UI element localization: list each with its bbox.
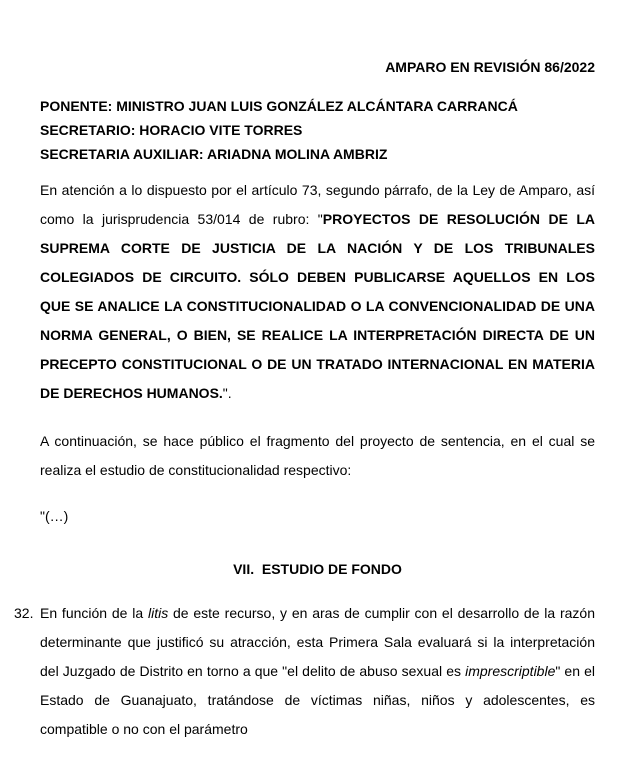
- section-heading-estudio-de-fondo: VII. ESTUDIO DE FONDO: [233, 561, 402, 577]
- intro-paragraph: En atención a lo dispuesto por el artículo 73, segundo párrafo, de la Ley de Amparo, así como la jurisprudencia 53/014 de rubro: "PROYECTOS DE RESOLUCIÓN DE LA SUPREMA CORTE DE JUSTICIA DE LA NACIÓN Y DE LOS TRIBUNALES COLEGIADOS DE CIRCUITO. SÓLO DEBEN PUBLICARSE AQUELLOS EN LOS QUE SE ANALICE LA CONSTITUCIONALIDAD O LA CONVENCIONALIDAD DE UNA NORMA GENERAL, O BIEN, SE REALICE LA INTERPRETACIÓN DIRECTA DE UN PRECEPTO CONSTITUCIONAL O DE UN TRATADO INTERNACIONAL EN MATERIA DE DERECHOS HUMANOS.".: [40, 182, 596, 401]
- header-block: [40, 94, 595, 166]
- case-number: AMPARO EN REVISIÓN 86/2022: [385, 59, 595, 75]
- paragraph-body: En función de la litis de este recurso, y en aras de cumplir con el desarrollo de la razón determinante que justificó su atracción, esta Primera Sala evaluará si la interpretación del Juzgado de Distrito en torno a que "el delito de abuso sexual es imprescriptible" en el Estado de Guanajuato, tratándose de víctimas niñas, niños y adolescentes, es compatible o no con el parámetro: [40, 605, 596, 737]
- quoted-ellipsis-line: "(…): [40, 508, 69, 524]
- paragraph-number: 32.: [14, 605, 34, 621]
- secretaria-auxiliar-line: SECRETARIA AUXILIAR: ARIADNA MOLINA AMBRIZ: [40, 146, 388, 162]
- announcement-paragraph: A continuación, se hace público el fragmento del proyecto de sentencia, en el cual se realiza el estudio de constitucionalidad respectivo:: [40, 433, 595, 478]
- secretario-line: SECRETARIO: HORACIO VITE TORRES: [40, 122, 303, 138]
- numbered-paragraph-32: [14, 599, 595, 744]
- ponente-line: PONENTE: MINISTRO JUAN LUIS GONZÁLEZ ALCÁNTARA CARRANCÁ: [40, 98, 518, 114]
